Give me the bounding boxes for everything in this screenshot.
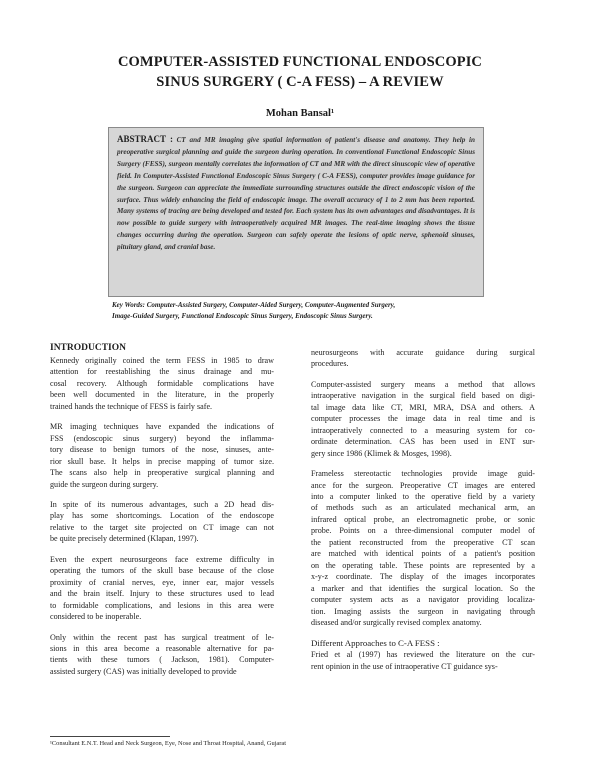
- text-line: tory disease to benign tumors of the nose, sinuses, ante-: [50, 445, 274, 455]
- paper-title: [80, 52, 520, 92]
- text-line: to formidable complications, and lesions in this area were: [50, 600, 274, 610]
- text-line: procedures.: [311, 359, 349, 369]
- paragraph: [50, 632, 274, 678]
- text-line: tal image data like CT, MRI, MRA, DSA and others. A: [311, 402, 535, 412]
- title-line-2: SINUS SURGERY ( C-A FESS) – A REVIEW: [156, 74, 444, 90]
- text-line: infrared optical probe, an electromagnetic probe, or sonic: [311, 514, 535, 524]
- text-line: rior skull base. It helps in precise mapping of tumor size.: [50, 456, 274, 466]
- abstract-label: ABSTRACT :: [117, 134, 173, 144]
- text-line: Computer-assisted surgery means a method that allows: [311, 379, 535, 389]
- text-line: Frameless stereotactic technologies provide image guid-: [311, 469, 535, 479]
- text-line: been well documented in the literature, in the properly: [50, 390, 274, 400]
- text-line: are matched with identical points of a patient's position: [311, 549, 535, 559]
- paragraph: [311, 379, 535, 459]
- paragraph: [311, 468, 535, 628]
- text-line: FSS (endoscopic sinus surgery) beyond the inflamma-: [50, 433, 274, 443]
- left-column: [50, 342, 274, 686]
- text-line: MR imaging techniques have expanded the indications of: [50, 422, 274, 432]
- text-line: probe. Points on a three-dimensional computer model of: [311, 526, 535, 536]
- subheading-approaches: Different Approaches to C-A FESS :: [311, 638, 440, 649]
- text-line: cosal recovery. Although formidable complications have: [50, 378, 274, 388]
- text-line: x-y-z coordinate. The display of the images incorporates: [311, 572, 535, 582]
- text-line: on the operating table. These points are represented by a: [311, 560, 535, 570]
- text-line: Kennedy originally coined the term FESS in 1985 to draw: [50, 356, 274, 365]
- title-line-1: COMPUTER-ASSISTED FUNCTIONAL ENDOSCOPIC: [117, 54, 483, 70]
- text-line: the patient reconstructed from the preoperative CT scan: [311, 537, 535, 547]
- text-line: The scans also help in preoperative surgical planning and: [50, 468, 274, 478]
- text-line: play has some shortcomings. Location of the endoscope: [50, 511, 274, 521]
- paragraph: [50, 355, 274, 412]
- paragraph: [50, 499, 274, 545]
- text-line: sions in this area become a reasonable alternative for pa-: [50, 643, 274, 653]
- text-line: attention for reestablishing the sinus drainage and mu-: [50, 367, 274, 377]
- keywords: [112, 300, 484, 322]
- text-line: intraoperatively connected to a measuring system for co-: [311, 425, 535, 435]
- text-line: be quite precisely determined (Klapan, 1997).: [50, 534, 199, 544]
- paragraph: [311, 649, 535, 672]
- text-line: gery since 1986 (Klimek & Mosges, 1998).: [311, 448, 452, 458]
- paragraph: [311, 347, 535, 370]
- text-line: ance for the surgeon. Preoperative CT images are entered: [311, 480, 535, 490]
- section-heading-introduction: INTRODUCTION: [50, 343, 127, 353]
- text-line: Even the expert neurosurgeons face extreme difficulty in: [50, 554, 274, 564]
- author-name: Mohan Bansal¹: [265, 108, 335, 119]
- right-column: [311, 347, 535, 681]
- text-line: relative to the target site projected on CT image can not: [50, 522, 274, 532]
- text-line: computer system acts as a navigator providing localiza-: [311, 595, 535, 605]
- paragraph: [50, 554, 274, 623]
- footnote: ¹Consultant E.N.T. Head and Neck Surgeon, Eye, Nose and Throat Hospital, Anand, Gujarat: [50, 740, 287, 747]
- text-line: computer processes the image data in real time and is: [311, 414, 535, 424]
- text-line: proximity of cranial nerves, eye, inner ear, major vessels: [50, 577, 274, 587]
- text-line: into a computer linked to the operative field by a variety: [311, 491, 535, 501]
- text-line: In spite of its numerous advantages, such a 2D head dis-: [50, 499, 274, 509]
- abstract-box: [108, 127, 484, 297]
- text-line: Only within the recent past has surgical treatment of le-: [50, 632, 274, 642]
- text-line: diseased and/or surgically revised complex anatomy.: [311, 617, 482, 627]
- text-line: guide the surgeon during surgery.: [50, 479, 159, 489]
- paragraph: [50, 421, 274, 490]
- text-line: assisted surgery (CAS) was initially developed to provide: [50, 666, 237, 676]
- text-line: neurosurgeons with accurate guidance during surgical: [311, 348, 535, 357]
- text-line: tients with these tumors ( Jackson, 1981). Computer-: [50, 655, 274, 665]
- text-line: trained hands the technique of FESS is fairly safe.: [50, 401, 213, 411]
- text-line: operating the tumors of the skull base because of the close: [50, 566, 274, 576]
- abstract-text: CT and MR imaging give spatial information of patient's disease and anatomy. They help in preoperative surgical planning and guide the surgeon during operation. In conventional Functional Endoscopic Sinus Surgery (FESS), surgeon mentally correlates the information of CT and MR with the direct sinuscopic view of operative field. In Computer-Assisted Functional Endoscopic Sinus Surgery ( C-A FESS), computer provides image guidance for the surgeon. Surgeon can appreciate the immediate surrounding structures outside the direct endoscopic vision of the surface. Thus widely enhancing the field of endoscopic image. The overall accuracy of 1 to 2 mm has been reported. Many systems of tracing are being developed and tested for. Each system has its own advantages and disadvantages. It is now possible to guide surgery with intraoperatively acquired MR images. The real-time imaging shows the tissue changes occurring during the operation. Surgeon can safely operate the lesions of optic nerve, sphenoid sinuses, pituitary gland, and cranial base.: [117, 136, 476, 252]
- text-line: tion. Imaging assists the surgeon in navigating through: [311, 606, 535, 616]
- text-line: rent opinion in the use of intraoperative CT guidance sys-: [311, 661, 498, 671]
- text-line: a marker and that identifies the surgical location. So the: [311, 583, 535, 593]
- text-line: Fried et al (1997) has reviewed the literature on the cur-: [311, 650, 535, 660]
- text-line: intraoperative navigation in the surgical field based on digi-: [311, 391, 535, 401]
- footnote-divider: [50, 736, 170, 737]
- text-line: ordinate determination. CAS has been used in ENT sur-: [311, 437, 535, 447]
- text-line: of methods such as an articulated mechanical arm, an: [311, 503, 535, 513]
- text-line: and the brain itself. Injury to these structures used to lead: [50, 589, 274, 599]
- keywords-line-1: Key Words: Computer-Assisted Surgery, Computer-Aided Surgery, Computer-Augmented Surgery,: [112, 301, 396, 309]
- keywords-line-2: Image-Guided Surgery, Functional Endoscopic Sinus Surgery, Endoscopic Sinus Surgery.: [112, 312, 373, 320]
- text-line: considered to be inoperable.: [50, 612, 142, 622]
